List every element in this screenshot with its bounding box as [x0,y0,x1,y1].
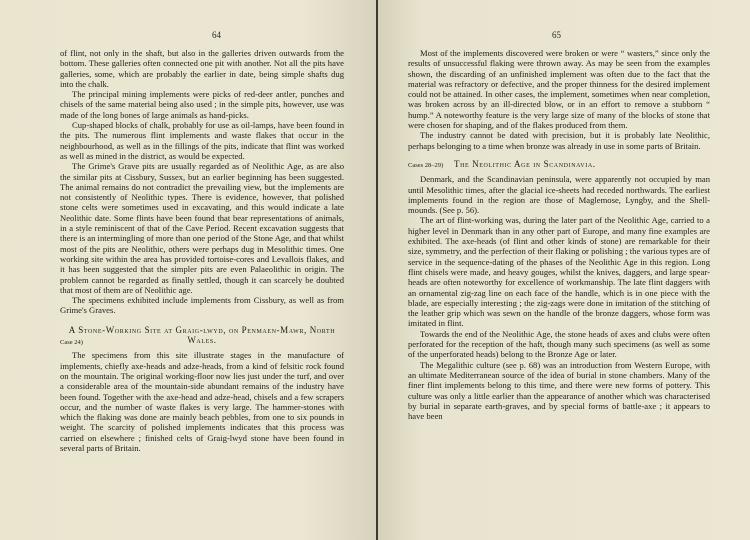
page-number: 64 [212,30,221,40]
case-reference: Case 24) [60,338,83,346]
case-reference: Cases 28–29) [408,161,444,169]
paragraph: The industry cannot be dated with precision, but it is probably late Neolithic, perhaps belonging to a time when bronze was already in use in some parts of Britain. [408,130,710,151]
paragraph: Towards the end of the Neolithic Age, the stone heads of axes and clubs were often perforated for the reception of the haft, though many such specimens (as well as some of the unperforated heads) belong to the Bronze Age or later. [408,328,710,360]
text-column [408,48,710,421]
text-column [60,48,344,453]
section-heading [60,325,344,346]
page-number: 65 [552,30,561,40]
section-title: A Stone-Working Site at Graig-lwyd, on Penmaen-Mawr, North Wales. [68,324,336,346]
paragraph: The specimens exhibited include implements from Cissbury, as well as from Grime's Graves. [60,295,344,316]
paragraph: The Grime's Grave pits are usually regarded as of Neolithic Age, as are also the similar pits at Cissbury, Sussex, but an earlier beginning has been suggested. The animal remains do not contradict the prevailing view, but the implements are not consistently of Neolithic types. There is evidence, however, that polished stone celts were sometimes used in excavating, and this would indicate a late Neolithic date. Some flints have been found that bear representations of animals, in a style reminiscent of that of the Cave Period. Recent excavation suggests that there is an intermingling of more than one period of the Stone Age, and that whilst most of the pits are Neolithic, others were perhaps dug in Mesolithic times. One working site within the area has provided tortoise-cores and Levallois flakes, and it has been suggested that the simpler pits are even Palaeolithic in origin. The problem cannot be regarded as finally settled, though it can scarcely be doubted that most of them are of Neolithic age. [60,161,344,295]
paragraph: The art of flint-working was, during the later part of the Neolithic Age, carried to a higher level in Denmark than in any other part of Europe, and many fine examples are exhibited. The axe-heads (of flint and other kinds of stone) are remarkable for their size, symmetry, and the perfection of their flaking or polishing ; the various types are of service in the sequence-dating of the phases of the Neolithic Age in this region. Long flint chisels were made, and heavy gouges, whilst the knives, daggers, and large spear-heads are often noteworthy for excellence of workmanship. The late flint daggers with an ornamental zig-zag line on each face of the handle, which is in one piece with the blade, are especially interesting ; the zig-zags were done in imitation of the stitching of the leather grip which was sewn on the handle of the bronze daggers, whose form was imitated in flint. [408,215,710,329]
paragraph: The specimens from this site illustrate stages in the manufacture of implements, chiefly axe-heads and adze-heads, from a kind of felsitic rock found on the mountain. The original working-floor now lies just under the turf, and over a considerable area of the mountain-side abundant remains of the industry have been found. Together with the axe-head and adze-head, chisels and a few scrapers occur, and the number of waste flakes is very large. The hammer-stones with which the flaking was done are mainly beach pebbles, from one to six pounds in weight. The scarcity of polished implements indicates that this process was carried on elsewhere ; finished celts of Graig-lwyd stone have been found in several parts of Britain. [60,350,344,453]
paragraph: Most of the implements discovered were broken or were “ wasters,” since only the results of unsuccessful flaking were thrown away. As may be seen from the examples shown, the discarding of an unfinished implement was often due to the fact that the material was refractory or defective, and the proper thinness for the desired implement could not be attained. In other cases, the implement, sometimes when near completion, was broken across by an ill-directed blow, or in an effort to remove a stubborn “ hump.” A noteworthy feature is the very large size of many of the blocks of stone that were chosen for shaping, and of the flakes produced from them. [408,48,710,131]
paragraph: Denmark, and the Scandinavian peninsula, were apparently not occupied by man until Mesolithic times, after the glacial ice-sheets had receded northwards. The earliest implements found in the region are those of Maglemose, Lyngby, and the Shell-mounds. (See p. 56). [408,174,710,216]
right-page [378,0,750,540]
paragraph: The principal mining implements were picks of red-deer antler, punches and chisels of the same material being also used ; in the simple pits, however, use was made of the long bones of large animals as hand-picks. [60,89,344,120]
paragraph: Cup-shaped blocks of chalk, probably for use as oil-lamps, have been found in the pits. The numerous flint implements and waste flakes that occur in the neighbourhood, as well as in the fillings of the pits, indicate that flint was worked as well as mined in the district, as would be expected. [60,120,344,161]
paragraph: of flint, not only in the shaft, but also in the galleries driven outwards from the bottom. These galleries often connected one pit with another. Not all the pits have galleries, some, which are probably the earlier in date, being simple shafts dug into the chalk. [60,48,344,89]
section-heading [408,159,710,171]
paragraph: The Megalithic culture (see p. 68) was an introduction from Western Europe, with an ultimate Mediterranean source of the idea of burial in stone chambers. Many of the finer flint implements belong to this time, and there were new forms of pottery. This culture was only a little earlier than the appearance of another which was characterised by burial in separate earth-graves, and by special forms of battle-axe ; it appears to have been [408,359,710,422]
section-title: The Neolithic Age in Scandinavia. [454,158,596,169]
